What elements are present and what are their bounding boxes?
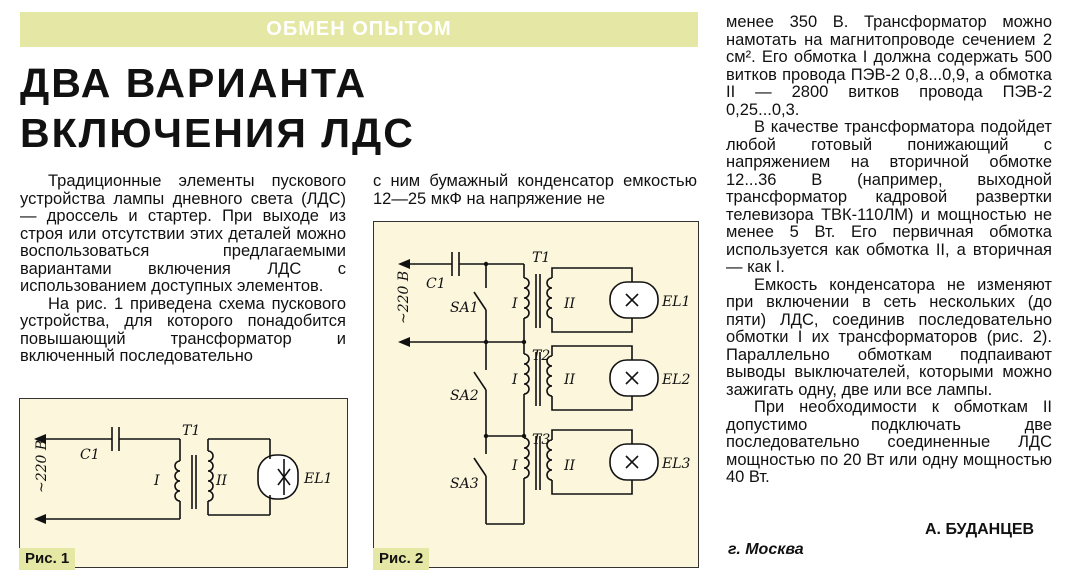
section-title: ОБМЕН ОПЫТОМ	[266, 18, 452, 40]
sa2-label: SA2	[450, 388, 479, 404]
winding-i-label: I	[154, 473, 160, 489]
city: г. Москва	[728, 541, 804, 558]
figure-1-caption: Рис. 1	[19, 548, 75, 570]
t2-label: T2	[532, 348, 551, 364]
winding-i-label: I	[512, 458, 518, 474]
article-title	[20, 58, 415, 158]
author: А. БУДАНЦЕВ	[925, 521, 1035, 538]
sa3-label: SA3	[450, 476, 479, 492]
capacitor-label: C1	[80, 447, 100, 463]
winding-i-label: I	[512, 296, 518, 312]
figure-2-panel	[373, 221, 699, 568]
paragraph: В качестве трансформатора подойдет любой готовый понижающий с напряжением на вторичной обмотке 12...36 В (например, выходной трансформатор кадровой развертки телевизора ТВК-110ЛМ) и мощностью не менее 5 Вт. Его первичная обмотка используется как обмотка II, а вторичная — как I.	[726, 118, 1052, 276]
winding-ii-label: II	[564, 372, 576, 388]
el3-label: EL3	[662, 456, 691, 472]
paragraph: с ним бумажный конденсатор емкостью 12—25 мкФ на напряжение не	[373, 172, 697, 208]
t1-label: T1	[532, 250, 551, 266]
t3-label: T3	[532, 432, 551, 448]
capacitor-label: C1	[426, 276, 446, 292]
el1-label: EL1	[662, 294, 691, 310]
winding-i-label: I	[512, 372, 518, 388]
winding-ii-label: II	[564, 458, 576, 474]
winding-ii-label: II	[564, 296, 576, 312]
el2-label: EL2	[662, 372, 691, 388]
sa1-label: SA1	[450, 300, 479, 316]
column-2	[373, 173, 697, 208]
paragraph: При необходимости к обмоткам II допустимо подключать две последовательно соединенные ЛДС мощностью по 20 Вт или одну мощностью 40 Вт.	[726, 398, 1052, 486]
figure-2-schematic	[374, 222, 698, 567]
figure-2-caption: Рис. 2	[373, 548, 429, 570]
paragraph: Традиционные элементы пускового устройства лампы дневного света (ЛДС) — дроссель и стартер. При выходе из строя или отсутствии этих деталей можно воспользоваться предлагаемыми вариантами включения ЛДС с использованием доступных элементов.	[20, 172, 346, 295]
title-line-2: ВКЛЮЧЕНИЯ ЛДС	[20, 110, 415, 156]
paragraph: менее 350 В. Трансформатор можно намотать на магнитопроводе сечением 2 см². Его обмотка I должна содержать 500 витков провода ПЭВ-2 0,8...0,9, а обмотка II — 2800 витков провода ПЭВ-2 0,25...0,3.	[726, 13, 1052, 119]
winding-ii-label: II	[216, 473, 228, 489]
section-banner	[20, 12, 698, 47]
transformer-label: T1	[182, 423, 201, 439]
figure-1-panel	[19, 398, 348, 568]
paragraph: На рис. 1 приведена схема пускового устройства, для которого понадобится повышающий трансформатор и включенный последовательно	[20, 294, 346, 365]
paragraph: Емкость конденсатора не изменяют при включении в сеть нескольких (до пяти) ЛДС, соединив последовательно обмотки I их трансформаторов (рис. 2). Параллельно обмоткам подпаивают выводы выключателей, которыми можно зажигать одну, две или все лампы.	[726, 275, 1052, 399]
supply-label: ~220 В	[34, 439, 50, 493]
column-3	[726, 14, 1052, 487]
supply-label: ~220 В	[396, 270, 412, 324]
lamp-label: EL1	[304, 471, 333, 487]
column-1	[20, 173, 346, 366]
title-line-1: ДВА ВАРИАНТА	[20, 60, 368, 106]
figure-1-schematic	[20, 399, 347, 567]
